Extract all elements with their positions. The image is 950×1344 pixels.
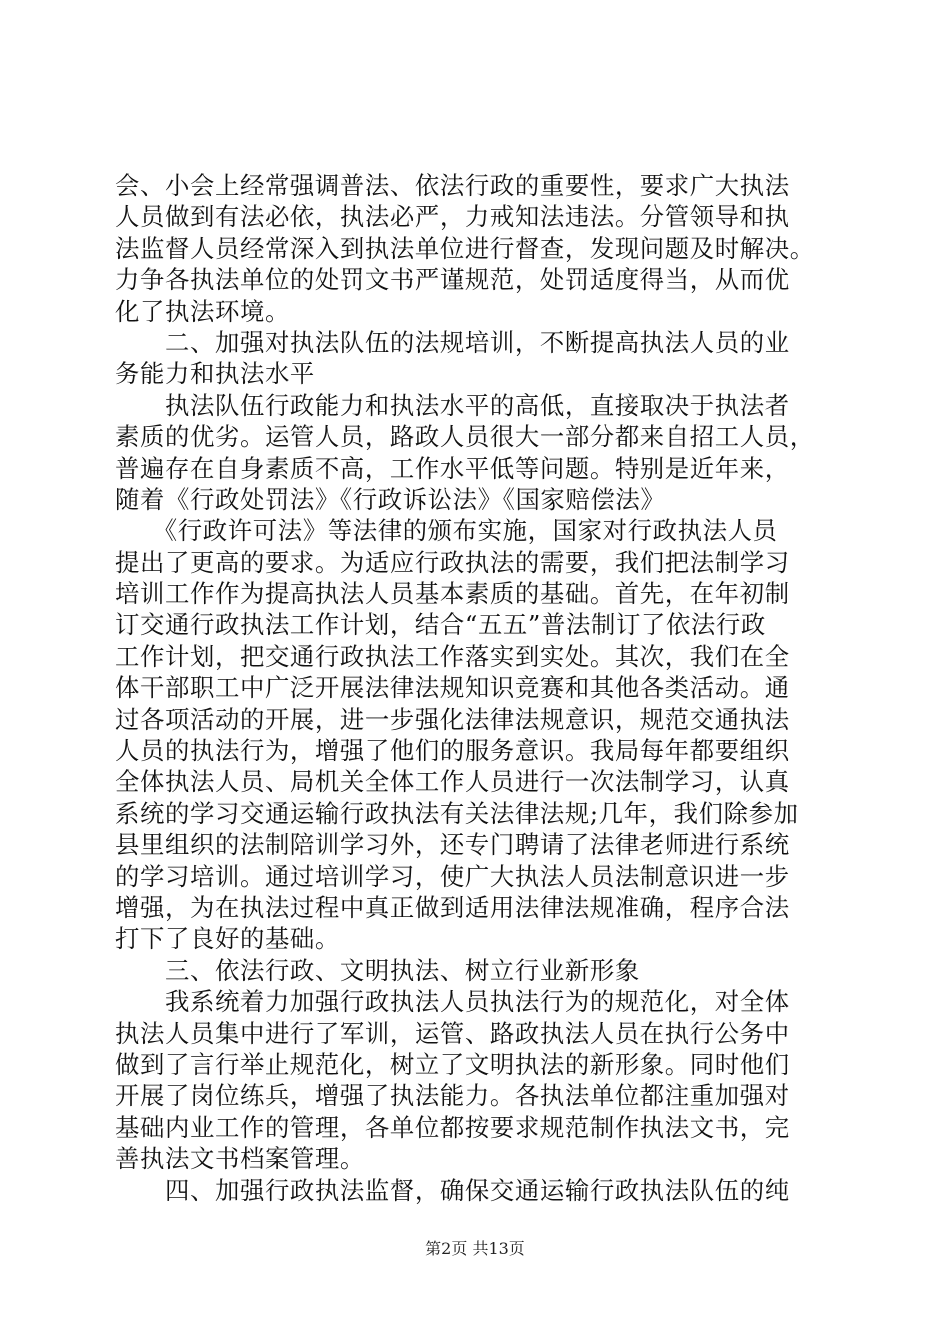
text-line: 全体执法人员、局机关全体工作人员进行一次法制学习，认真 [115, 767, 790, 797]
section-heading-line: 务能力和执法水平 [115, 359, 315, 389]
text-line: 素质的优劣。运管人员，路政人员很大一部分都来自招工人员， [115, 422, 815, 452]
text-line: 人员的执法行为，增强了他们的服务意识。我局每年都要组织 [115, 736, 790, 766]
text-line: 执法队伍行政能力和执法水平的高低，直接取决于执法者 [115, 390, 790, 420]
text-line: 会、小会上经常强调普法、依法行政的重要性，要求广大执法 [115, 171, 790, 200]
text-line: 做到了言行举止规范化，树立了文明执法的新形象。同时他们 [115, 1049, 790, 1079]
text-line: 开展了岗位练兵，增强了执法能力。各执法单位都注重加强对 [115, 1081, 790, 1111]
text-line: 工作计划，把交通行政执法工作落实到实处。其次，我们在全 [115, 641, 790, 671]
text-line: 《行政许可法》等法律的颁布实施，国家对行政执法人员 [115, 516, 778, 546]
text-line: 化了执法环境。 [115, 296, 290, 326]
section-heading-line: 二、加强对执法队伍的法规培训，不断提高执法人员的业 [115, 327, 790, 357]
text-line: 法监督人员经常深入到执法单位进行督查，发现问题及时解决。 [115, 233, 815, 263]
document-body [115, 170, 840, 1206]
text-line: 提出了更高的要求。为适应行政执法的需要，我们把法制学习 [115, 547, 790, 577]
text-line: 的学习培训。通过培训学习，使广大执法人员法制意识进一步 [115, 861, 790, 891]
section-heading-line: 四、加强行政执法监督，确保交通运输行政执法队伍的纯 [115, 1175, 790, 1205]
text-line: 普遍存在自身素质不高，工作水平低等问题。特别是近年来， [115, 453, 790, 483]
text-line: 人员做到有法必依，执法必严，力戒知法违法。分管领导和执 [115, 202, 790, 232]
text-line: 打下了良好的基础。 [115, 924, 340, 954]
text-line: 县里组织的法制陪训学习外，还专门聘请了法律老师进行系统 [115, 830, 790, 860]
text-line: 体干部职工中广泛开展法律法规知识竞赛和其他各类活动。通 [115, 673, 790, 703]
text-line: 基础内业工作的管理，各单位都按要求规范制作执法文书，完 [115, 1112, 790, 1142]
text-line: 订交通行政执法工作计划，结合“五五”普法制订了依法行政 [115, 610, 766, 640]
section-heading-line: 三、依法行政、文明执法、树立行业新形象 [115, 955, 640, 985]
text-line: 执法人员集中进行了军训，运管、路政执法人员在执行公务中 [115, 1018, 790, 1048]
text-line: 增强，为在执法过程中真正做到适用法律法规准确，程序合法 [115, 892, 790, 922]
text-line: 培训工作作为提高执法人员基本素质的基础。首先，在年初制 [115, 579, 790, 609]
page-number-footer: 第2页 共13页 [425, 1239, 525, 1258]
text-line: 力争各执法单位的处罚文书严谨规范，处罚适度得当，从而优 [115, 265, 790, 295]
text-line: 过各项活动的开展，进一步强化法律法规意识，规范交通执法 [115, 704, 790, 734]
text-line: 善执法文书档案管理。 [115, 1144, 365, 1174]
text-line: 随着《行政处罚法》《行政诉讼法》《国家赔偿法》 [115, 484, 666, 514]
text-line: 系统的学习交通运输行政执法有关法律法规;几年，我们除参加 [115, 798, 799, 828]
text-line: 我系统着力加强行政执法人员执法行为的规范化，对全体 [115, 987, 790, 1017]
